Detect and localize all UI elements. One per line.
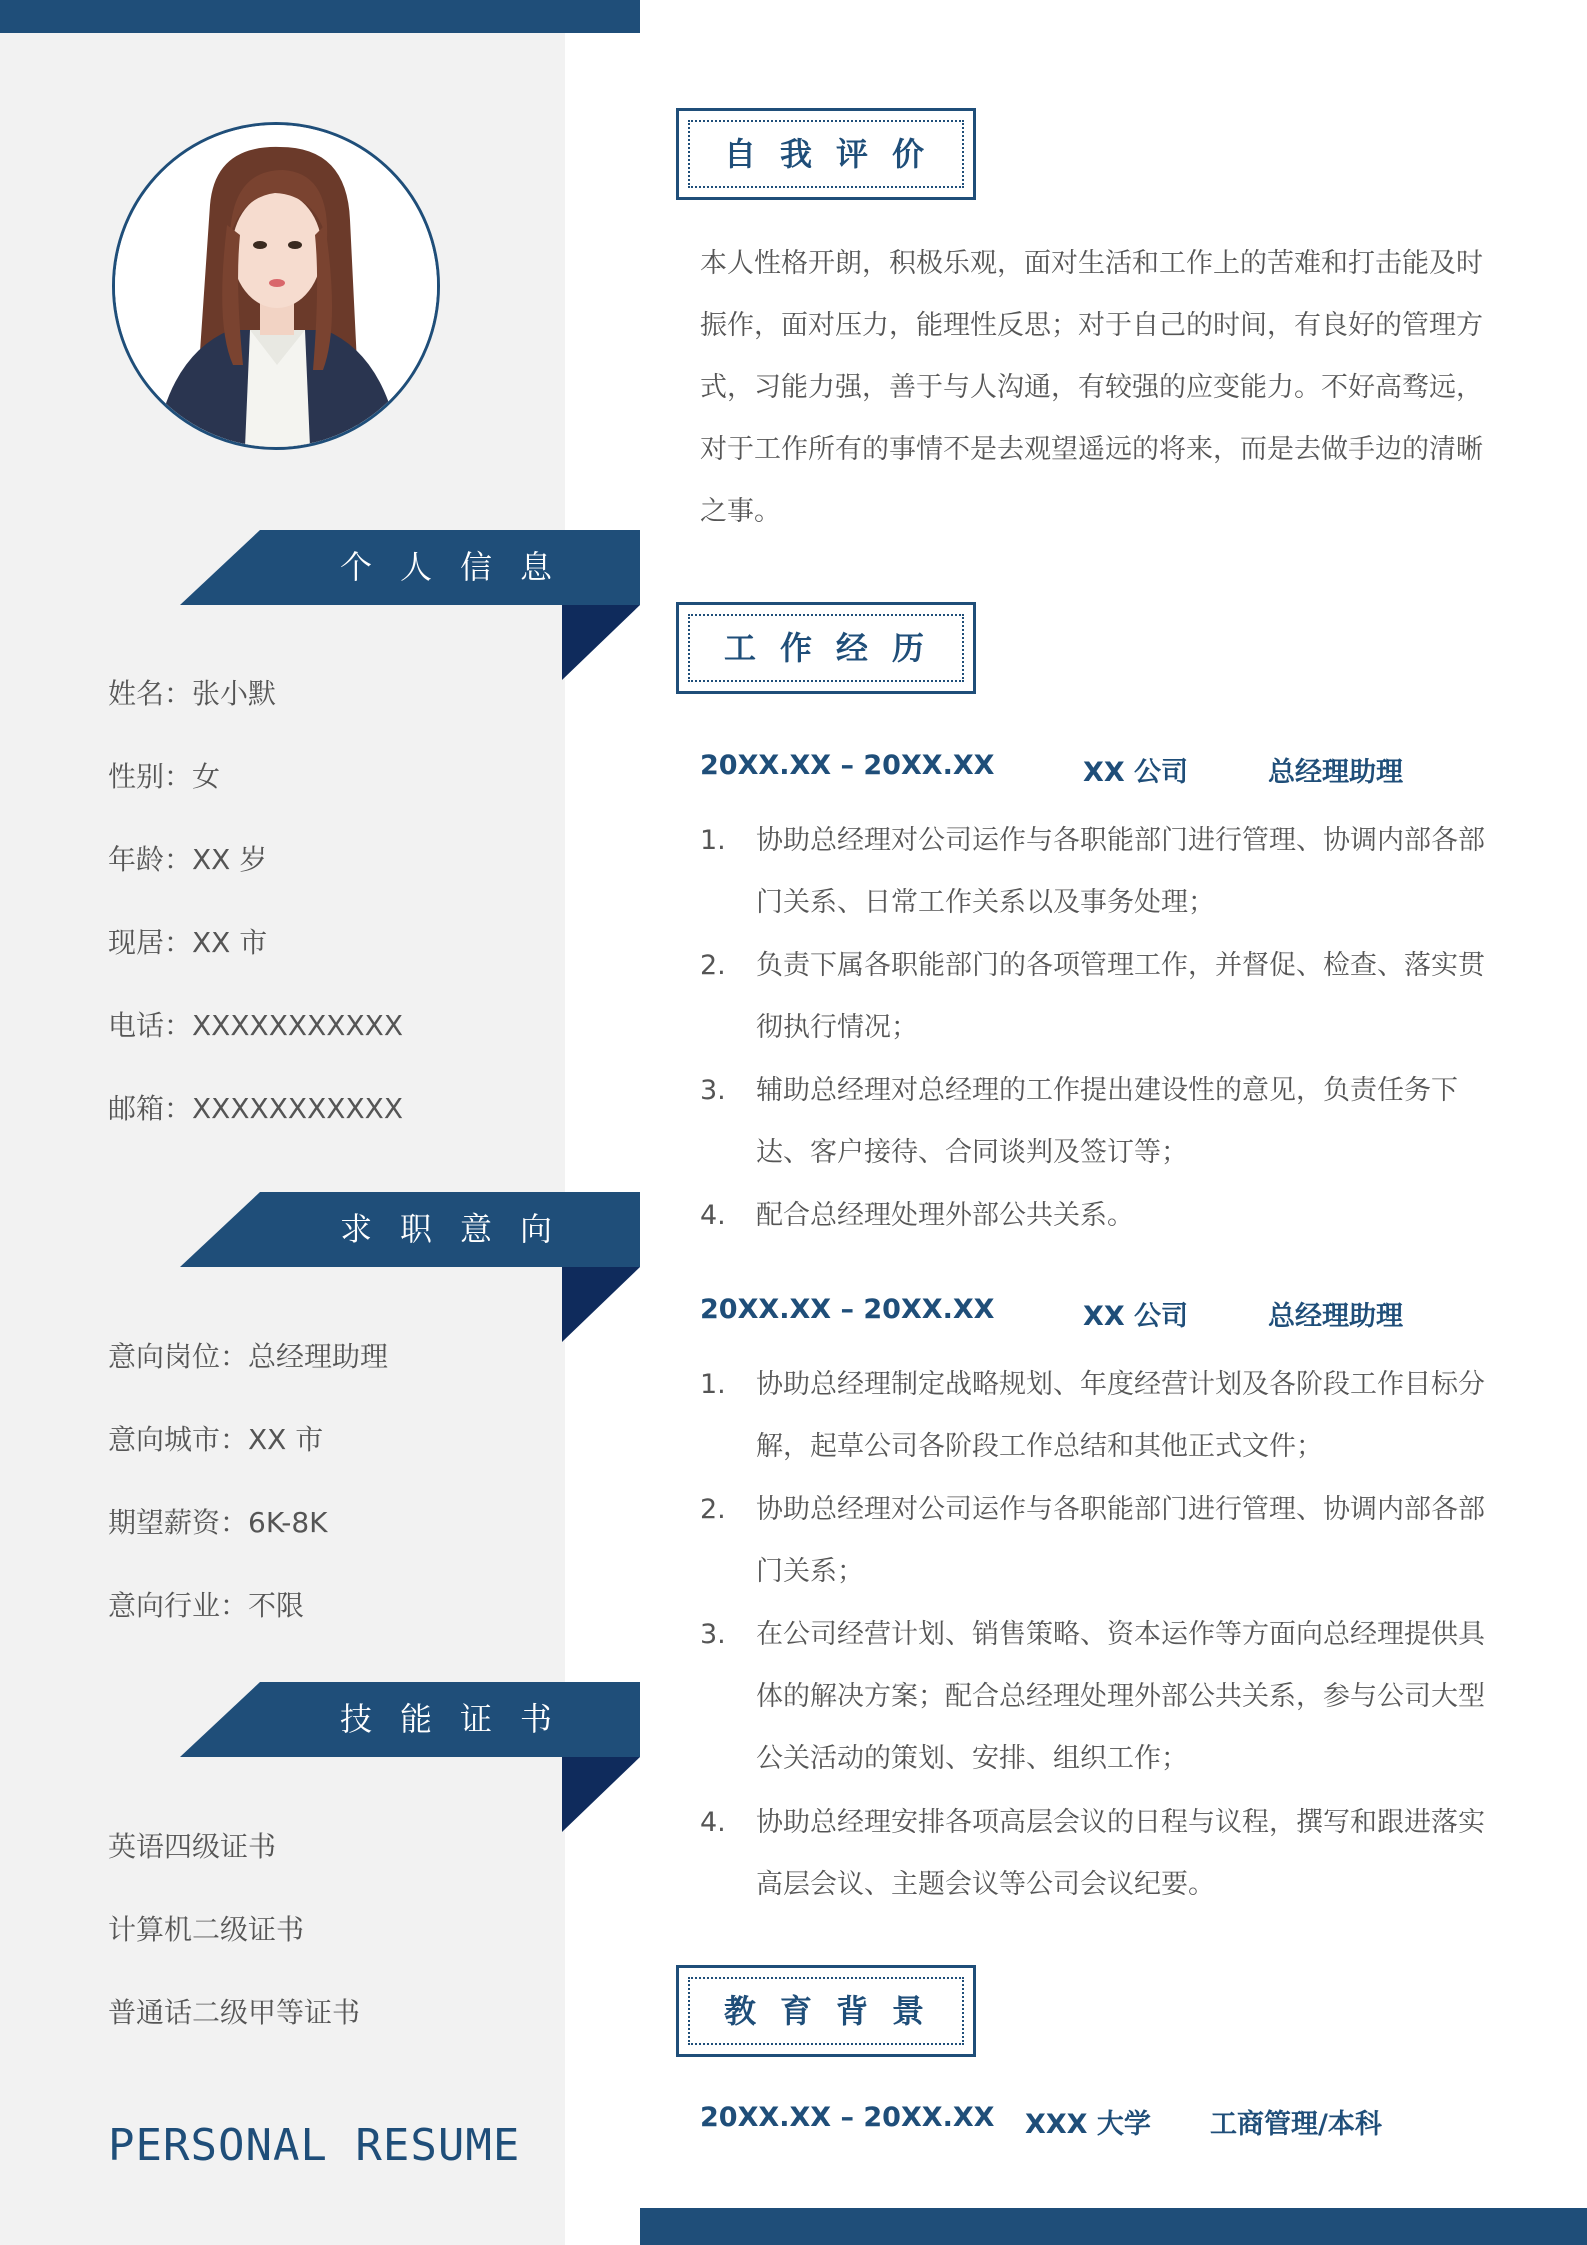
duty-number: 3. [700,1619,726,1650]
duty-number: 1. [700,1369,726,1400]
duty-text: 辅助总经理对总经理的工作提出建设性的意见，负责任务下达、客户接待、合同谈判及签订等； [756,1075,1458,1168]
intent-salary: 期望薪资：6K-8K [108,1506,328,1539]
certificate-item: 计算机二级证书 [108,1913,305,1946]
job-period: 20XX.XX – 20XX.XX [700,750,995,781]
duty-text: 协助总经理对公司运作与各职能部门进行管理、协调内部各部门关系； [756,1494,1485,1587]
section-title: 工作经历 [723,629,948,667]
duty-number: 4. [700,1200,726,1231]
portrait-illustration [115,125,437,447]
section-title: 求职意向 [339,1210,580,1248]
intent-position: 意向岗位：总经理助理 [108,1340,389,1373]
ribbon-fold [562,605,640,680]
intent-industry: 意向行业：不限 [108,1589,305,1622]
duty-number: 2. [700,1494,726,1525]
education-period: 20XX.XX – 20XX.XX [700,2102,995,2133]
duty-text: 协助总经理制定战略规划、年度经营计划及各阶段工作目标分解，起草公司各阶段工作总结和其他正式文件； [756,1369,1485,1462]
section-title: 教育背景 [723,1992,948,2030]
job-company: XX 公司 [1083,1301,1189,1332]
profile-age: 年龄：XX 岁 [108,843,268,876]
personal-resume-mark: PERSONAL RESUME [108,2120,521,2171]
top-accent-bar [0,0,640,33]
section-header-personal-info [180,530,640,605]
profile-phone: 电话：XXXXXXXXXXX [108,1009,403,1042]
section-header-education [676,1965,976,2057]
duty-text: 在公司经营计划、销售策略、资本运作等方面向总经理提供具体的解决方案；配合总经理处理外部公共关系，参与公司大型公关活动的策划、安排、组织工作； [756,1619,1485,1774]
section-title: 技能证书 [339,1700,580,1738]
section-header-work-experience [676,602,976,694]
duty-text: 负责下属各职能部门的各项管理工作，并督促、检查、落实贯彻执行情况； [756,950,1485,1043]
section-header-skills [180,1682,640,1757]
duty-text: 协助总经理对公司运作与各职能部门进行管理、协调内部各部门关系、日常工作关系以及事务处理； [756,825,1485,918]
profile-gender: 性别：女 [108,760,221,793]
duty-number: 2. [700,950,726,981]
education-school: XXX 大学 [1025,2109,1151,2140]
ribbon-fold [562,1267,640,1342]
duty-text: 配合总经理处理外部公共关系。 [756,1200,1134,1231]
profile-email: 邮箱：XXXXXXXXXXX [108,1092,403,1125]
profile-name: 姓名：张小默 [108,677,277,710]
certificate-item: 英语四级证书 [108,1830,277,1863]
duty-number: 1. [700,825,726,856]
section-header-job-intent [180,1192,640,1267]
job-title: 总经理助理 [1268,757,1403,788]
duty-text: 协助总经理安排各项高层会议的日程与议程，撰写和跟进落实高层会议、主题会议等公司会议纪要。 [756,1807,1485,1900]
intent-city: 意向城市：XX 市 [108,1423,324,1456]
job-title: 总经理助理 [1268,1301,1403,1332]
education-major: 工商管理/本科 [1210,2109,1382,2140]
section-title: 自我评价 [723,135,948,173]
section-title: 个人信息 [339,548,580,586]
self-evaluation-text: 本人性格开朗，积极乐观，面对生活和工作上的苦难和打击能及时振作，面对压力，能理性反思；对于自己的时间，有良好的管理方式，习能力强，善于与人沟通，有较强的应变能力。不好高骛远，对于工作所有的事情不是去观望遥远的将来，而是去做手边的清晰之事。 [700,248,1483,527]
bottom-accent-bar [640,2208,1587,2245]
job-period: 20XX.XX – 20XX.XX [700,1294,995,1325]
section-header-self-evaluation [676,108,976,200]
ribbon-fold [562,1757,640,1832]
avatar [112,122,440,450]
certificate-item: 普通话二级甲等证书 [108,1996,361,2029]
duty-number: 4. [700,1807,726,1838]
profile-residence: 现居：XX 市 [108,926,268,959]
job-company: XX 公司 [1083,757,1189,788]
duty-number: 3. [700,1075,726,1106]
